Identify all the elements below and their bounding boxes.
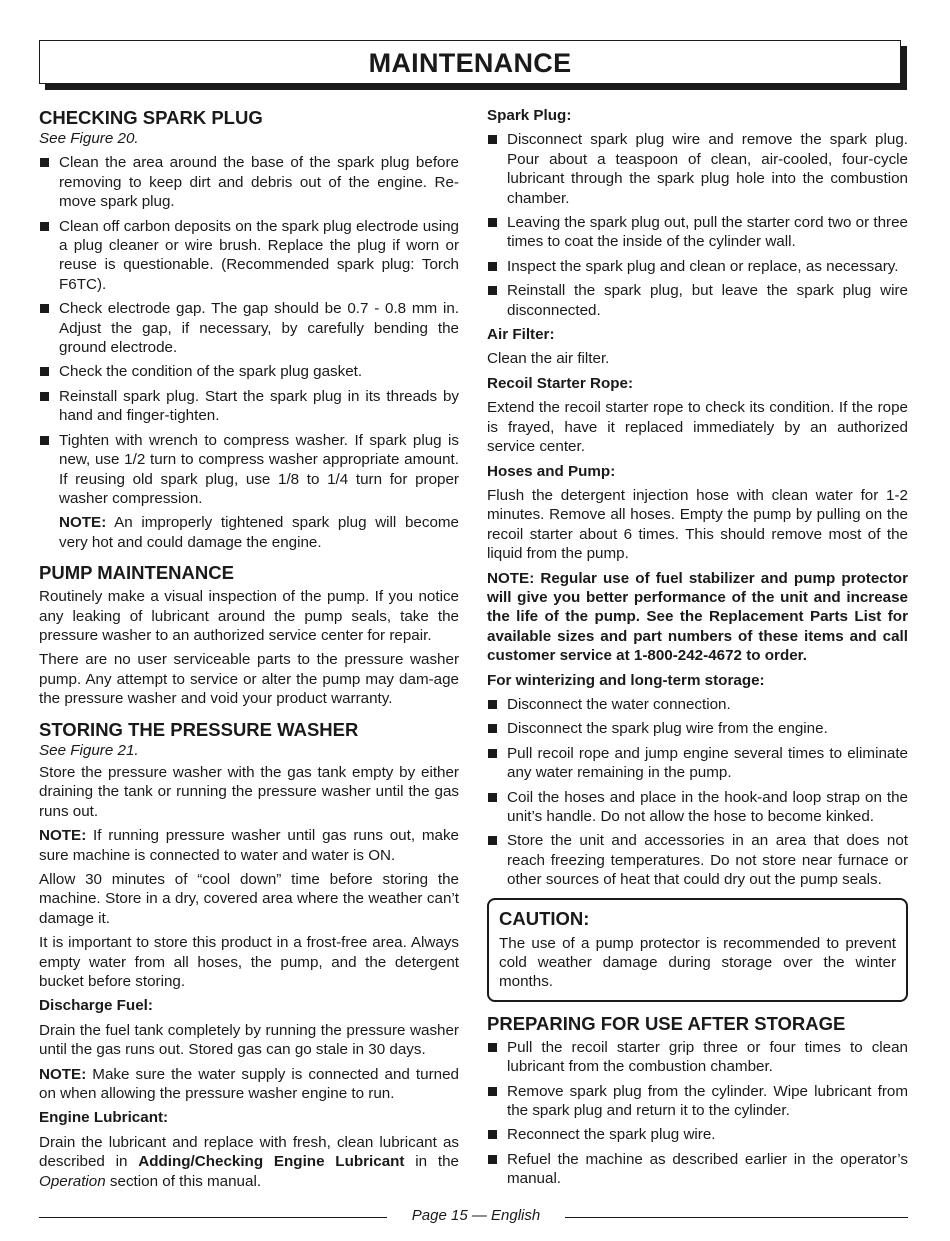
storing-paragraph: It is important to store this product in a frost-free area. Always empty water from all hoses, the pump, and the detergent bucket before storing. (39, 934, 459, 991)
operation-reference: Operation (39, 1172, 106, 1190)
list-item: Coil the hoses and place in the hook-and loop strap on the unit’s handle. Do not allow the hose to become kinked. (487, 788, 908, 827)
list-item: Reconnect the spark plug wire. (487, 1125, 908, 1144)
note-text: Make sure the water supply is connected and turned on when allowing the pressure washer engine to run. (39, 1065, 459, 1103)
lubricant-text-part: section of this manual. (105, 1172, 262, 1190)
caution-heading: CAUTION: (499, 907, 590, 929)
storing-heading: STORING THE PRESSURE WASHER (39, 718, 359, 740)
list-item: Disconnect the spark plug wire from the engine. (487, 719, 908, 738)
hoses-pump-heading: Hoses and Pump: (487, 462, 616, 480)
preparing-steps (487, 1038, 908, 1189)
left-column (39, 106, 459, 1191)
storing-note (39, 826, 459, 865)
pump-paragraph: There are no user serviceable parts to the pressure washer pump. Any attempt to service or alter the pump may dam-age the pressure washer and void your product warranty. (39, 651, 459, 708)
caution-text: The use of a pump protector is recommended to prevent cold weather damage during storage over the winter months. (499, 934, 896, 991)
recoil-rope-text: Extend the recoil starter rope to check its condition. If the rope is frayed, have it replaced immediately by an authorized service center. (487, 399, 908, 456)
list-item: Inspect the spark plug and clean or replace, as necessary. (487, 257, 908, 276)
list-item: Tighten with wrench to compress washer. If spark plug is new, use 1/2 turn to compress washer appropriate amount. If reusing old spark plug, use 1/8 to 1/4 turn for proper washer compression. (39, 431, 459, 509)
list-item: Remove spark plug from the cylinder. Wipe lubricant from the spark plug and return it to the cylinder. (487, 1082, 908, 1121)
spark-plug-note (39, 513, 459, 552)
figure-reference: See Figure 20. (39, 130, 139, 147)
footer-rule-right (565, 1217, 908, 1218)
discharge-fuel-heading: Discharge Fuel: (39, 997, 153, 1015)
list-item: Check the condition of the spark plug gasket. (39, 362, 459, 381)
note-label: NOTE: (39, 827, 87, 845)
list-item: Check electrode gap. The gap should be 0.7 - 0.8 mm in. Adjust the gap, if necessary, by carefully bending the ground electrode. (39, 299, 459, 357)
spark-plug-heading: CHECKING SPARK PLUG (39, 107, 263, 128)
air-filter-text: Clean the air filter. (487, 350, 610, 368)
spark-plug-storage-heading: Spark Plug: (487, 107, 572, 124)
note-label: NOTE: (59, 514, 107, 532)
storing-paragraph: Allow 30 minutes of “cool down” time before storing the machine. Store in a dry, covered area where the weather can’t damage it. (39, 871, 459, 927)
storing-paragraph: Store the pressure washer with the gas tank empty by either draining the tank or running the pressure washer until the gas runs out. (39, 763, 459, 820)
hoses-pump-text: Flush the detergent injection hose with clean water for 1-2 minutes. Remove all hoses. Empty the pump by pulling on the recoil starter about 6 times. This should remove most of the liquid from the pump. (487, 486, 908, 563)
discharge-fuel-text: Drain the fuel tank completely by running the pressure washer until the gas runs out. Stored gas can go stale in 30 days. (39, 1021, 459, 1059)
page-title: MAINTENANCE (368, 48, 572, 78)
page-number: Page 15 — English (411, 1207, 541, 1224)
list-item: Disconnect spark plug wire and remove the spark plug. Pour about a teaspoon of clean, air-cooled, four-cycle lubricant through the spark plug hole into the combustion chamber. (487, 130, 908, 208)
list-item: Clean off carbon deposits on the spark plug electrode using a plug cleaner or wire brush. Replace the plug if worn or reuse is questionable. (Recommended spark plug: Torch F6TC). (39, 217, 459, 295)
note-text: An improperly tightened spark plug will become very hot and could damage the engine. (59, 514, 459, 551)
list-item: Reinstall the spark plug, but leave the spark plug wire disconnected. (487, 281, 908, 320)
recoil-rope-heading: Recoil Starter Rope: (487, 374, 634, 392)
lubricant-text-part: Drain the lubricant and replace with fresh, clean lubricant as described in (39, 1133, 459, 1171)
list-item: Clean the area around the base of the spark plug before removing to keep dirt and debris out of the engine. Re-move spark plug. (39, 153, 459, 211)
preparing-heading: PREPARING FOR USE AFTER STORAGE (487, 1012, 846, 1034)
list-item: Pull recoil rope and jump engine several times to eliminate any water remaining in the pump. (487, 744, 908, 783)
note-label: NOTE: (39, 1065, 87, 1083)
list-item: Reinstall spark plug. Start the spark plug in its threads by hand and finger-tighten. (39, 387, 459, 426)
winterizing-heading: For winterizing and long-term storage: (487, 671, 765, 689)
caution-box (487, 898, 908, 1002)
title-box (39, 40, 901, 84)
lubricant-text-part: in the (404, 1153, 459, 1171)
lubricant-reference: Adding/Checking Engine Lubricant (138, 1153, 405, 1171)
list-item: Store the unit and accessories in an area that does not reach freezing temperatures. Do not store near furnace or other sources of heat that could dry out the pump seals. (487, 831, 908, 889)
page-footer (39, 1205, 908, 1227)
list-item: Leaving the spark plug out, pull the starter cord two or three times to coat the inside of the cylinder wall. (487, 213, 908, 252)
pump-maintenance-heading: PUMP MAINTENANCE (39, 562, 234, 584)
winterizing-steps (487, 695, 908, 890)
engine-lubricant-text (39, 1133, 459, 1191)
footer-rule-left (39, 1217, 387, 1218)
list-item: Pull the recoil starter grip three or four times to clean lubricant from the combustion chamber. (487, 1038, 908, 1077)
right-column (487, 106, 908, 1194)
list-item: Disconnect the water connection. (487, 695, 908, 714)
figure-reference: See Figure 21. (39, 741, 139, 759)
spark-plug-storage-steps (487, 130, 908, 320)
pump-paragraph: Routinely make a visual inspection of the pump. If you notice any leaking of lubricant around the pump seals, take the pressure washer to an authorized service center for repair. (39, 588, 459, 644)
air-filter-heading: Air Filter: (487, 326, 555, 344)
discharge-note (39, 1065, 459, 1104)
spark-plug-steps (39, 153, 459, 508)
note-text: If running pressure washer until gas runs out, make sure machine is connected to water and water is ON. (39, 827, 459, 864)
engine-lubricant-heading: Engine Lubricant: (39, 1109, 169, 1127)
list-item: Refuel the machine as described earlier in the operator’s manual. (487, 1150, 908, 1189)
stabilizer-note: NOTE: Regular use of fuel stabilizer and pump protector will give you better performance of the unit and increase the life of the pump. See the Replacement Parts List for available sizes and part numbers of these items and call customer service at 1-800-242-4672 to order. (487, 569, 908, 665)
